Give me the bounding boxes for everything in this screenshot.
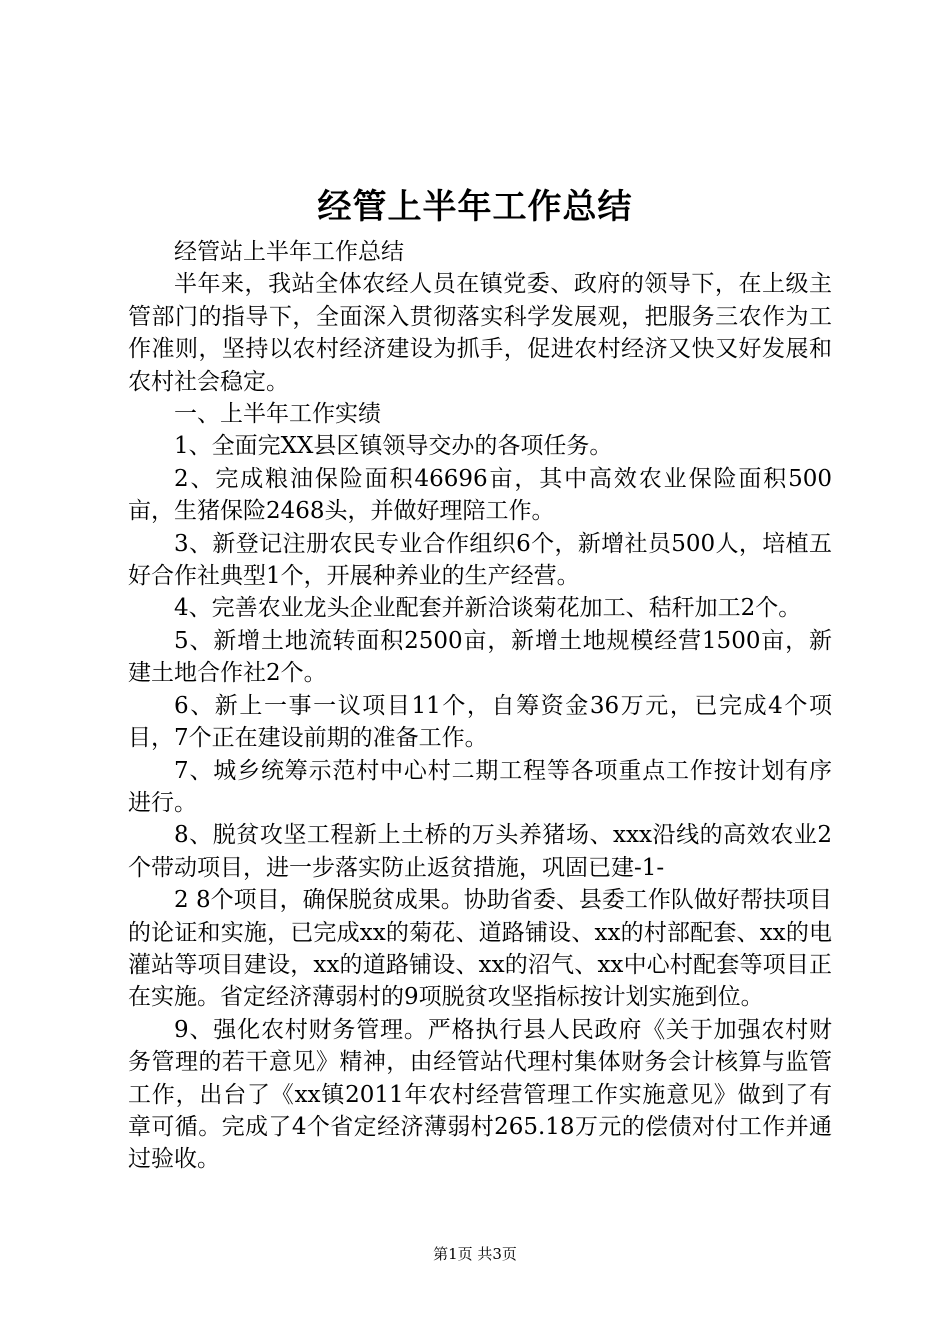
document-body (128, 236, 832, 1176)
paragraph-item-2: 2、完成粮油保险面积46696亩，其中高效农业保险面积500亩，生猪保险2468头，并做好理陪工作。 (128, 465, 832, 525)
paragraph-item-5: 5、新增土地流转面积2500亩，新增土地规模经营1500亩，新建土地合作社2个。 (128, 627, 832, 687)
paragraph-subtitle: 经管站上半年工作总结 (174, 239, 404, 265)
paragraph-item-7: 7、城乡统筹示范村中心村二期工程等各项重点工作按计划有序进行。 (128, 757, 832, 816)
document-title: 经管上半年工作总结 (317, 187, 633, 227)
paragraph-item-9: 9、强化农村财务管理。严格执行县人民政府《关于加强农村财务管理的若干意见》精神，由经管站代理村集体财务会计核算与监管工作，出台了《xx镇2011年农村经营管理工作实施意见》做到了有章可循。完成了4个省定经济薄弱村265.18万元的偿债对付工作并通过验收。 (128, 1016, 832, 1173)
paragraph-item-6: 6、新上一事一议项目11个，自筹资金36万元，已完成4个项目，7个正在建设前期的准备工作。 (128, 692, 832, 752)
section-heading: 一、上半年工作实绩 (174, 401, 381, 428)
paragraph-item-4: 4、完善农业龙头企业配套并新洽谈菊花加工、秸秆加工2个。 (174, 595, 802, 622)
paragraph-item-1: 1、全面完XX县区镇领导交办的各项任务。 (174, 433, 613, 460)
paragraph-intro: 半年来，我站全体农经人员在镇党委、政府的领导下，在上级主管部门的指导下，全面深入贯彻落实科学发展观，把服务三农作为工作准则，坚持以农村经济建设为抓手，促进农村经济又快又好发展和农村社会稳定。 (128, 271, 832, 395)
paragraph-item-8-continued: 2 8个项目，确保脱贫成果。协助省委、县委工作队做好帮扶项目的论证和实施，已完成xx的菊花、道路铺设、xx的村部配套、xx的电灌站等项目建设，xx的道路铺设、xx的沼气、xx中心村配套等项目正在实施。省定经济薄弱村的9项脱贫攻坚指标按计划实施到位。 (128, 887, 832, 1011)
paragraph-item-8: 8、脱贫攻坚工程新上土桥的万头养猪场、xxx沿线的高效农业2个带动项目，进一步落实防止返贫措施，巩固已建-1- (128, 822, 832, 881)
page-footer: 第1页 共3页 (433, 1245, 517, 1263)
paragraph-item-3: 3、新登记注册农民专业合作组织6个，新增社员500人，培植五好合作社典型1个，开展种养业的生产经营。 (128, 530, 832, 590)
